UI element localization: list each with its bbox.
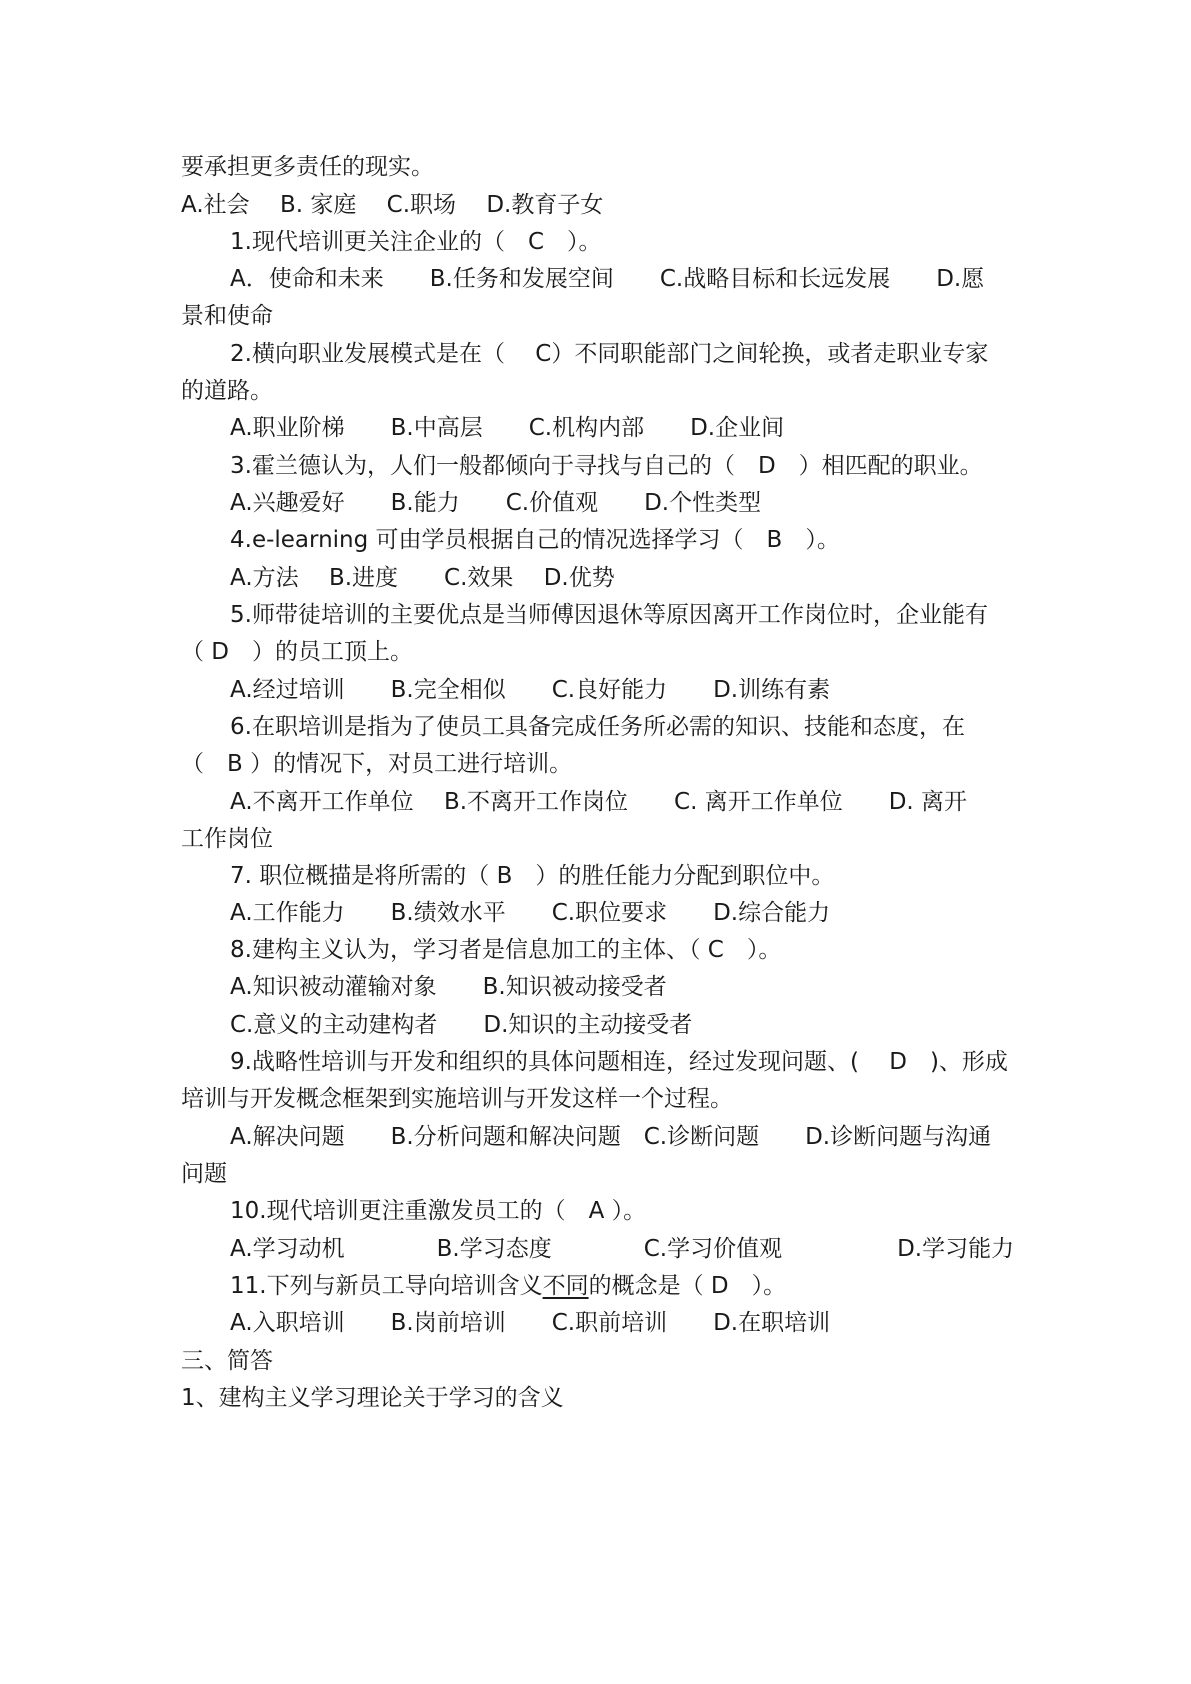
question-2-options: A.职业阶梯 B.中高层 C.机构内部 D.企业间 [230, 415, 785, 441]
question-1-options-continued: 景和使命 [181, 303, 273, 329]
question-4: 4.e-learning 可由学员根据自己的情况选择学习（ B ）。 [230, 527, 840, 553]
question-4-options: A.方法 B.进度 C.效果 D.优势 [230, 565, 615, 591]
question-2-continued: 的道路。 [181, 378, 273, 404]
question-10-options: A.学习动机 B.学习态度 C.学习价值观 D.学习能力 [230, 1236, 1015, 1262]
question-10: 10.现代培训更注重激发员工的（ A ）。 [230, 1198, 647, 1224]
question-6-options: A.不离开工作单位 B.不离开工作岗位 C. 离开工作单位 D. 离开 [230, 789, 968, 815]
question-11-underlined-word: 不同 [542, 1273, 589, 1299]
intro-options: A.社会 B. 家庭 C.职场 D.教育子女 [181, 192, 604, 218]
section-heading-short-answer: 三、简答 [181, 1348, 273, 1374]
question-5: 5.师带徒培训的主要优点是当师傅因退休等原因离开工作岗位时，企业能有 [230, 602, 988, 628]
question-9-options-continued: 问题 [181, 1161, 227, 1187]
question-8: 8.建构主义认为，学习者是信息加工的主体、（ C ）。 [230, 937, 782, 963]
question-5-options: A.经过培训 B.完全相似 C.良好能力 D.训练有素 [230, 677, 831, 703]
question-1: 1.现代培训更关注企业的（ C ）。 [230, 229, 602, 255]
question-11-options: A.入职培训 B.岗前培训 C.职前培训 D.在职培训 [230, 1310, 831, 1336]
question-8-options-row-1: A.知识被动灌输对象 B.知识被动接受者 [230, 974, 667, 1000]
question-3: 3.霍兰德认为，人们一般都倾向于寻找与自己的（ D ）相匹配的职业。 [230, 453, 983, 479]
question-6-options-continued: 工作岗位 [181, 826, 273, 852]
question-11 [230, 1271, 1090, 1301]
question-3-options: A.兴趣爱好 B.能力 C.价值观 D.个性类型 [230, 490, 762, 516]
question-5-continued: （ D ）的员工顶上。 [181, 639, 414, 665]
question-9-options: A.解决问题 B.分析问题和解决问题 C.诊断问题 D.诊断问题与沟通 [230, 1124, 992, 1150]
question-7-options: A.工作能力 B.绩效水平 C.职位要求 D.综合能力 [230, 900, 831, 926]
question-11-text-after: 的概念是（ D ）。 [588, 1273, 787, 1299]
question-7: 7. 职位概描是将所需的（ B ）的胜任能力分配到职位中。 [230, 863, 835, 889]
question-9-continued: 培训与开发概念框架到实施培训与开发这样一个过程。 [181, 1086, 733, 1112]
question-8-options-row-2: C.意义的主动建构者 D.知识的主动接受者 [230, 1012, 693, 1038]
short-answer-question-1: 1、建构主义学习理论关于学习的含义 [181, 1385, 564, 1411]
question-6: 6.在职培训是指为了使员工具备完成任务所必需的知识、技能和态度，在 [230, 714, 965, 740]
question-1-options: A．使命和未来 B.任务和发展空间 C.战略目标和长远发展 D.愿 [230, 266, 985, 292]
question-9: 9.战略性培训与开发和组织的具体问题相连，经过发现问题、( D )、形成 [230, 1049, 1008, 1075]
question-6-continued: （ B ）的情况下，对员工进行培训。 [181, 751, 573, 777]
question-11-text-before: 11.下列与新员工导向培训含义 [230, 1273, 543, 1299]
intro-line: 要承担更多责任的现实。 [181, 154, 434, 180]
question-2: 2.横向职业发展模式是在（ C）不同职能部门之间轮换，或者走职业专家 [230, 341, 989, 367]
